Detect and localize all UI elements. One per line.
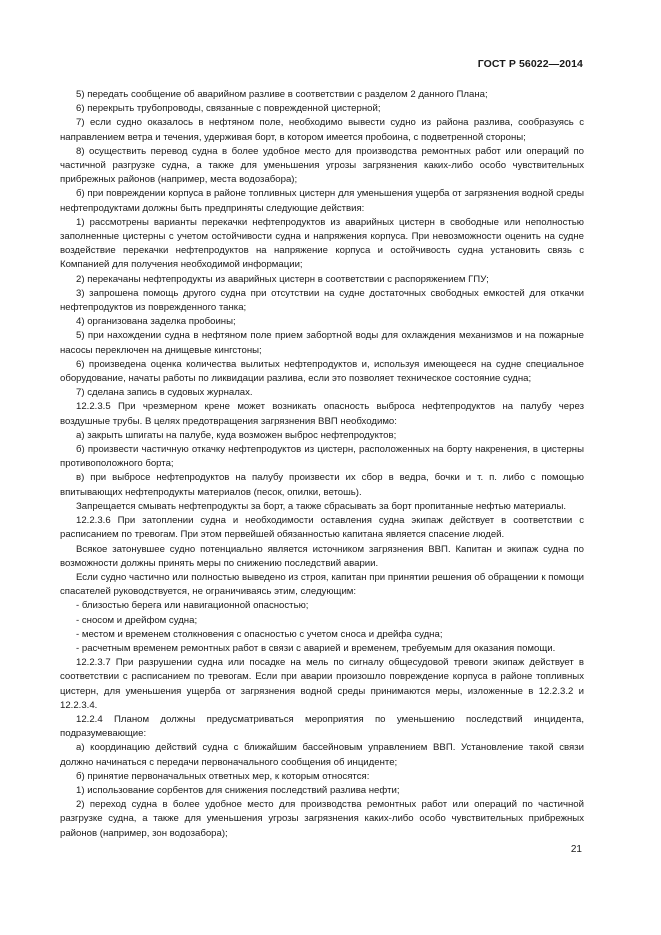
document-body	[60, 88, 584, 841]
paragraph: б) произвести частичную откачку нефтепродуктов из цистерн, расположенных на борту накренения, в цистерны противоположного борта;	[60, 444, 584, 470]
paragraph: б) при повреждении корпуса в районе топливных цистерн для уменьшения ущерба от загрязнения водной среды нефтепродуктами должны быть предприняты следующие действия:	[60, 188, 584, 214]
paragraph: в) при выбросе нефтепродуктов на палубу произвести их сбор в ведра, бочки и т. п. либо с помощью впитывающих нефтепродукты материалов (песок, опилки, ветошь).	[60, 472, 584, 498]
paragraph: - близостью берега или навигационной опасностью;	[76, 600, 309, 612]
paragraph: 1) рассмотрены варианты перекачки нефтепродуктов из аварийных цистерн в свободные или неполностью заполненные цистерны с учетом остойчивости судна и напряжения корпуса. При невозможности оценить на судне воздействие перекачки нефтепродуктов на напряжение корпуса и остойчивость судна установить связь с Компанией для получения необходимой информации;	[60, 216, 584, 271]
paragraph: 12.2.3.5 При чрезмерном крене может возникать опасность выброса нефтепродуктов на палубу через воздушные трубы. В целях предотвращения загрязнения ВВП необходимо:	[60, 401, 584, 427]
paragraph: 12.2.3.7 При разрушении судна или посадке на мель по сигналу общесудовой тревоги экипаж действует в соответствии с расписанием по тревогам. Если при аварии произошло повреждение корпуса в районе топливных цистерн, для уменьшения ущерба от загрязнения водной среды принимаются меры, изложенные в 12.2.3.2 и 12.2.3.4.	[60, 657, 584, 711]
paragraph: 12.2.4 Планом должны предусматриваться мероприятия по уменьшению последствий инцидента, подразумевающие:	[60, 713, 584, 740]
paragraph: а) координацию действий судна с ближайшим бассейновым управлением ВВП. Установление такой связи должно начинаться с передачи первоначального сообщения об инциденте;	[60, 742, 584, 768]
paragraph: 6) произведена оценка количества вылитых нефтепродуктов и, используя имеющееся на судне специальное оборудование, начаты работы по ликвидации разлива, если это позволяет техническое состояние судна;	[60, 358, 584, 385]
paragraph: 7) если судно оказалось в нефтяном поле, необходимо вывести судно из района разлива, сообразуясь с направлением ветра и течения, удерживая борт, в котором имеется пробоина, с подветренной стороны;	[60, 117, 584, 143]
paragraph: Запрещается смывать нефтепродукты за борт, а также сбрасывать за борт пропитанные нефтью материалы.	[76, 500, 567, 512]
paragraph: 8) осуществить перевод судна в более удобное место для производства ремонтных работ или операций по частичной разгрузке судна, а также для уменьшения угрозы загрязнения каких-либо особо чувствительных прибрежных районов (например, места водозабора);	[60, 145, 584, 186]
paragraph: б) принятие первоначальных ответных мер, к которым относятся:	[76, 770, 370, 782]
paragraph: Если судно частично или полностью выведено из строя, капитан при принятии решения об обращении к помощи спасателей руководствуется, не ограничиваясь этим, следующим:	[60, 571, 584, 598]
paragraph: а) закрыть шпигаты на палубе, куда возможен выброс нефтепродуктов;	[76, 429, 397, 441]
paragraph: - расчетным временем ремонтных работ в связи с аварией и временем, требуемым для оказания помощи.	[76, 642, 556, 654]
paragraph: Всякое затонувшее судно потенциально является источником загрязнения ВВП. Капитан и экипаж судна по возможности должны принять меры по снижению последствий аварии.	[60, 543, 584, 569]
document-standard-number: ГОСТ Р 56022—2014	[477, 58, 583, 70]
paragraph: 5) при нахождении судна в нефтяном поле прием забортной воды для охлаждения механизмов и на пожарные насосы переключен на днищевые кингстоны;	[60, 330, 584, 356]
paragraph: 3) запрошена помощь другого судна при отсутствии на судне достаточных свободных емкостей для откачки нефтепродуктов из поврежденного танка;	[60, 287, 584, 314]
paragraph: 7) сделана запись в судовых журналах.	[76, 387, 253, 399]
paragraph: 1) использование сорбентов для снижения последствий разлива нефти;	[76, 784, 400, 796]
paragraph: - местом и временем столкновения с опасностью с учетом сноса и дрейфа судна;	[76, 628, 443, 640]
paragraph: 2) перекачаны нефтепродукты из аварийных цистерн в соответствии с распоряжением ГПУ;	[76, 273, 489, 285]
paragraph: 6) перекрыть трубопроводы, связанные с поврежденной цистерной;	[76, 103, 381, 115]
paragraph: 4) организована заделка пробоины;	[76, 316, 236, 328]
paragraph: 2) переход судна в более удобное место для производства ремонтных работ или операций по частичной разгрузке судна, а также для уменьшения угрозы загрязнения каких-либо особо чувствительных прибрежных районов (например, зон водозабора);	[60, 799, 584, 839]
paragraph: - сносом и дрейфом судна;	[76, 614, 198, 626]
paragraph: 12.2.3.6 При затоплении судна и необходимости оставления судна экипаж действует в соответствии с расписанием по тревогам. При этом первейшей обязанностью капитана является спасение людей.	[60, 515, 584, 541]
paragraph: 5) передать сообщение об аварийном разливе в соответствии с разделом 2 данного Плана;	[76, 89, 488, 100]
page-number: 21	[570, 844, 582, 855]
